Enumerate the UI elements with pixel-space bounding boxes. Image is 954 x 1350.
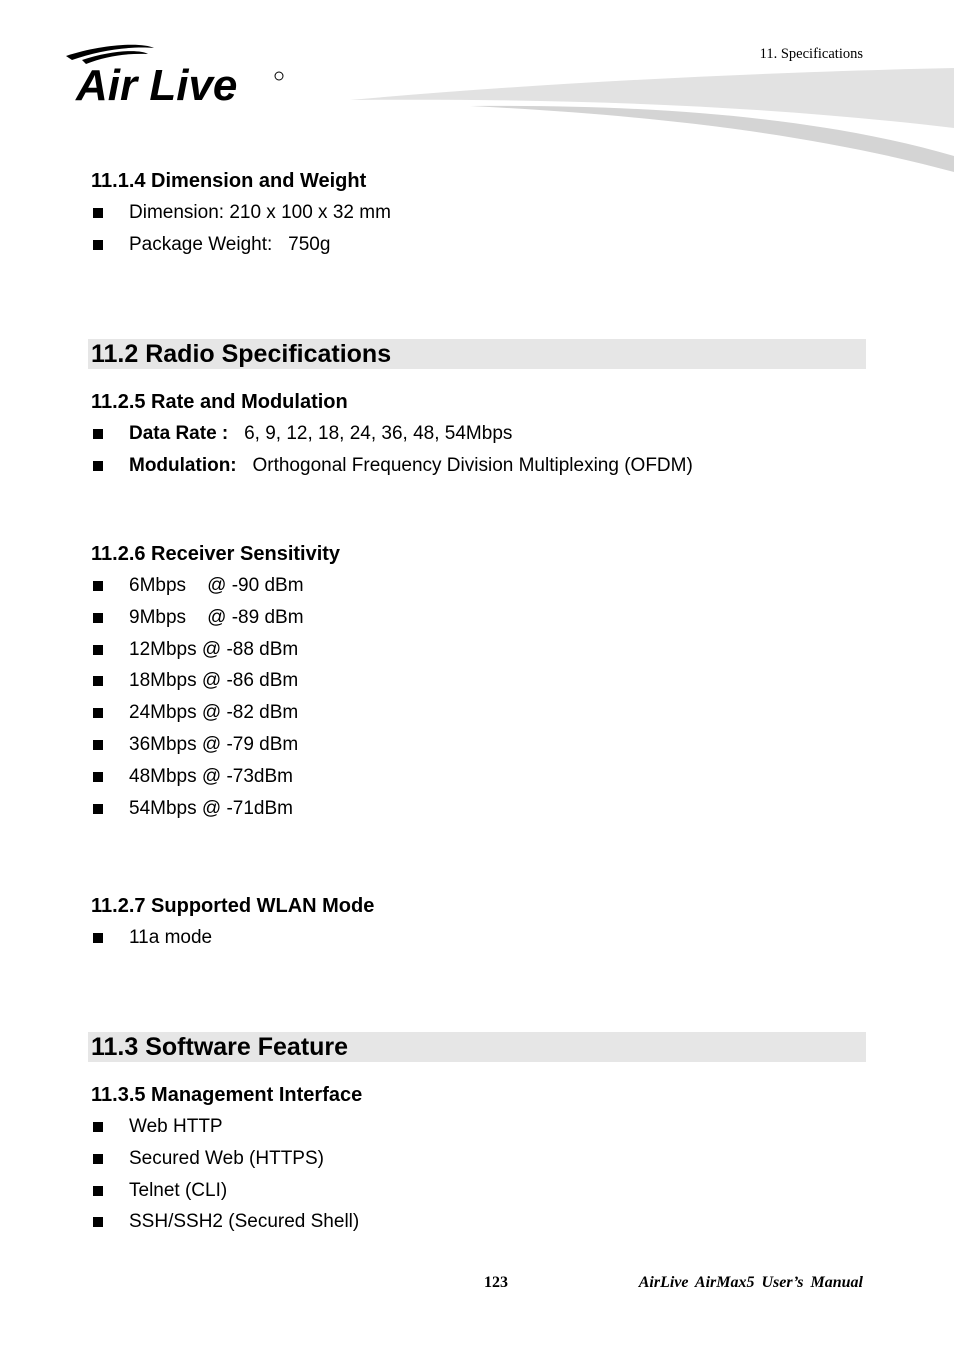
square-bullet-icon — [93, 581, 103, 591]
list-item — [91, 454, 693, 486]
list-dimension-weight — [91, 201, 391, 265]
data-rate-value: 6, 9, 12, 18, 24, 36, 48, 54Mbps — [228, 423, 513, 444]
list-item: 12Mbps @ -88 dBm — [91, 638, 304, 670]
list-item — [91, 422, 693, 454]
page-number: 123 — [484, 1274, 508, 1291]
logo-text: Air Live — [76, 61, 238, 108]
list-management-interface — [91, 1115, 359, 1242]
list-item: 6Mbps @ -90 dBm — [91, 574, 304, 606]
heading-rate-modulation: 11.2.5 Rate and Modulation — [91, 391, 348, 413]
list-item: Telnet (CLI) — [91, 1179, 359, 1211]
modulation-value: Orthogonal Frequency Division Multiplexing (OFDM) — [236, 454, 693, 476]
square-bullet-icon — [93, 240, 103, 250]
list-item: Secured Web (HTTPS) — [91, 1147, 359, 1179]
list-supported-wlan-mode — [91, 926, 212, 958]
square-bullet-icon — [93, 1154, 103, 1164]
list-item: SSH/SSH2 (Secured Shell) — [91, 1210, 359, 1242]
list-item: Dimension: 210 x 100 x 32 mm — [91, 201, 391, 233]
list-item: 36Mbps @ -79 dBm — [91, 733, 304, 765]
modulation-label: Modulation: — [129, 454, 237, 476]
square-bullet-icon — [93, 1122, 103, 1132]
list-item: Web HTTP — [91, 1115, 359, 1147]
heading-software-feature: 11.3 Software Feature — [88, 1032, 866, 1062]
list-item: 48Mbps @ -73dBm — [91, 765, 304, 797]
square-bullet-icon — [93, 613, 103, 623]
airlive-logo — [62, 42, 292, 108]
square-bullet-icon — [93, 804, 103, 814]
list-item: 18Mbps @ -86 dBm — [91, 669, 304, 701]
list-item: 11a mode — [91, 926, 212, 958]
heading-supported-wlan-mode: 11.2.7 Supported WLAN Mode — [91, 895, 375, 917]
list-receiver-sensitivity — [91, 574, 304, 828]
square-bullet-icon — [93, 1186, 103, 1196]
square-bullet-icon — [93, 1217, 103, 1227]
square-bullet-icon — [93, 208, 103, 218]
square-bullet-icon — [93, 772, 103, 782]
heading-management-interface: 11.3.5 Management Interface — [91, 1084, 363, 1106]
square-bullet-icon — [93, 933, 103, 943]
heading-dimension-weight: 11.1.4 Dimension and Weight — [91, 170, 367, 192]
square-bullet-icon — [93, 676, 103, 686]
square-bullet-icon — [93, 708, 103, 718]
square-bullet-icon — [93, 740, 103, 750]
list-rate-modulation — [91, 422, 693, 486]
header-swoosh-decoration — [350, 60, 954, 180]
square-bullet-icon — [93, 645, 103, 655]
header-chapter-title: 11. Specifications — [759, 46, 863, 62]
heading-receiver-sensitivity: 11.2.6 Receiver Sensitivity — [91, 543, 341, 565]
data-rate-label: Data Rate : — [129, 423, 229, 444]
list-item: 9Mbps @ -89 dBm — [91, 606, 304, 638]
square-bullet-icon — [93, 461, 103, 471]
list-item: Package Weight: 750g — [91, 233, 391, 265]
list-item: 24Mbps @ -82 dBm — [91, 701, 304, 733]
square-bullet-icon — [93, 429, 103, 439]
list-item: 54Mbps @ -71dBm — [91, 797, 304, 829]
manual-title: AirLive AirMax5 User’s Manual — [638, 1274, 863, 1291]
heading-radio-specifications: 11.2 Radio Specifications — [88, 339, 866, 369]
